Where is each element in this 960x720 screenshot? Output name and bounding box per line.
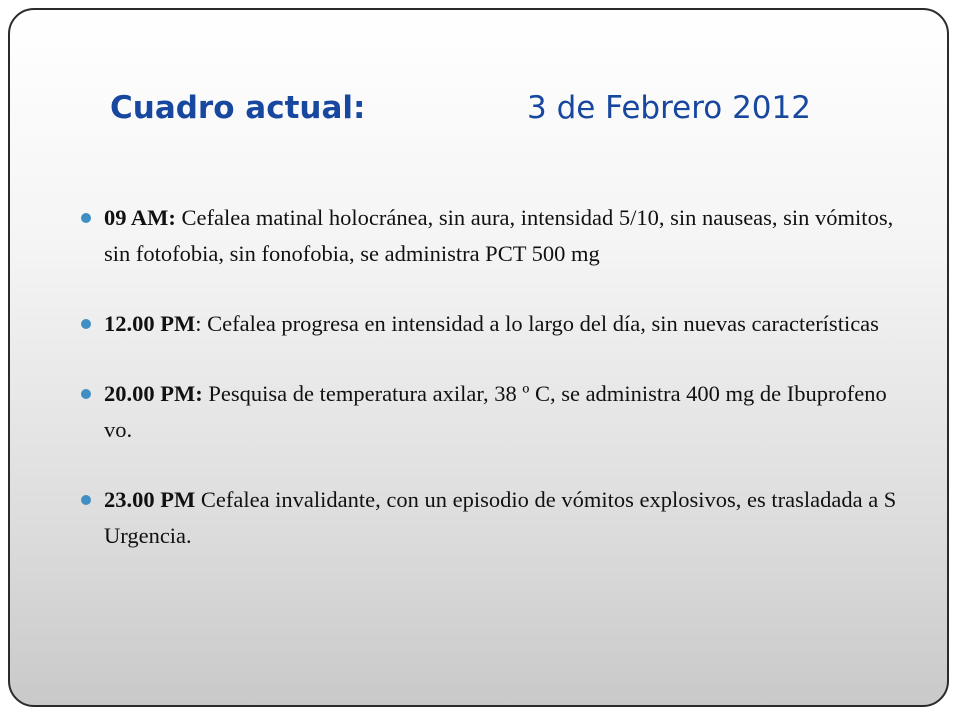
bullet-time: 09 AM: xyxy=(104,205,176,230)
bullet-time: 12.00 PM xyxy=(104,311,196,336)
bullet-text: Pesquisa de temperatura axilar, 38 º C, se administra 400 mg de Ibuprofeno vo. xyxy=(104,381,887,442)
bullet-dot-icon xyxy=(81,319,91,329)
slide-title xyxy=(110,90,910,140)
bullet-text: Cefalea invalidante, con un episodio de vómitos explosivos, es trasladada a S Urgencia. xyxy=(104,487,897,548)
bullet-dot-icon xyxy=(81,495,91,505)
bullet-text: : Cefalea progresa en intensidad a lo largo del día, sin nuevas características xyxy=(195,311,879,336)
bullet-dot-icon xyxy=(81,389,91,399)
bullet-time: 23.00 PM xyxy=(104,487,196,512)
title-date: 3 de Febrero 2012 xyxy=(527,90,811,126)
bullet-dot-icon xyxy=(81,213,91,223)
title-label: Cuadro actual: xyxy=(110,90,366,126)
bullet-item-09am xyxy=(80,200,900,272)
bullet-list xyxy=(80,200,900,588)
bullet-item-12pm xyxy=(80,306,900,342)
bullet-item-20pm xyxy=(80,376,900,448)
bullet-item-23pm xyxy=(80,482,900,554)
slide-frame xyxy=(8,8,949,707)
bullet-time: 20.00 PM: xyxy=(104,381,203,406)
bullet-text: Cefalea matinal holocránea, sin aura, intensidad 5/10, sin nauseas, sin vómitos, sin fotofobia, sin fonofobia, se administra PCT 500 mg xyxy=(104,205,894,266)
